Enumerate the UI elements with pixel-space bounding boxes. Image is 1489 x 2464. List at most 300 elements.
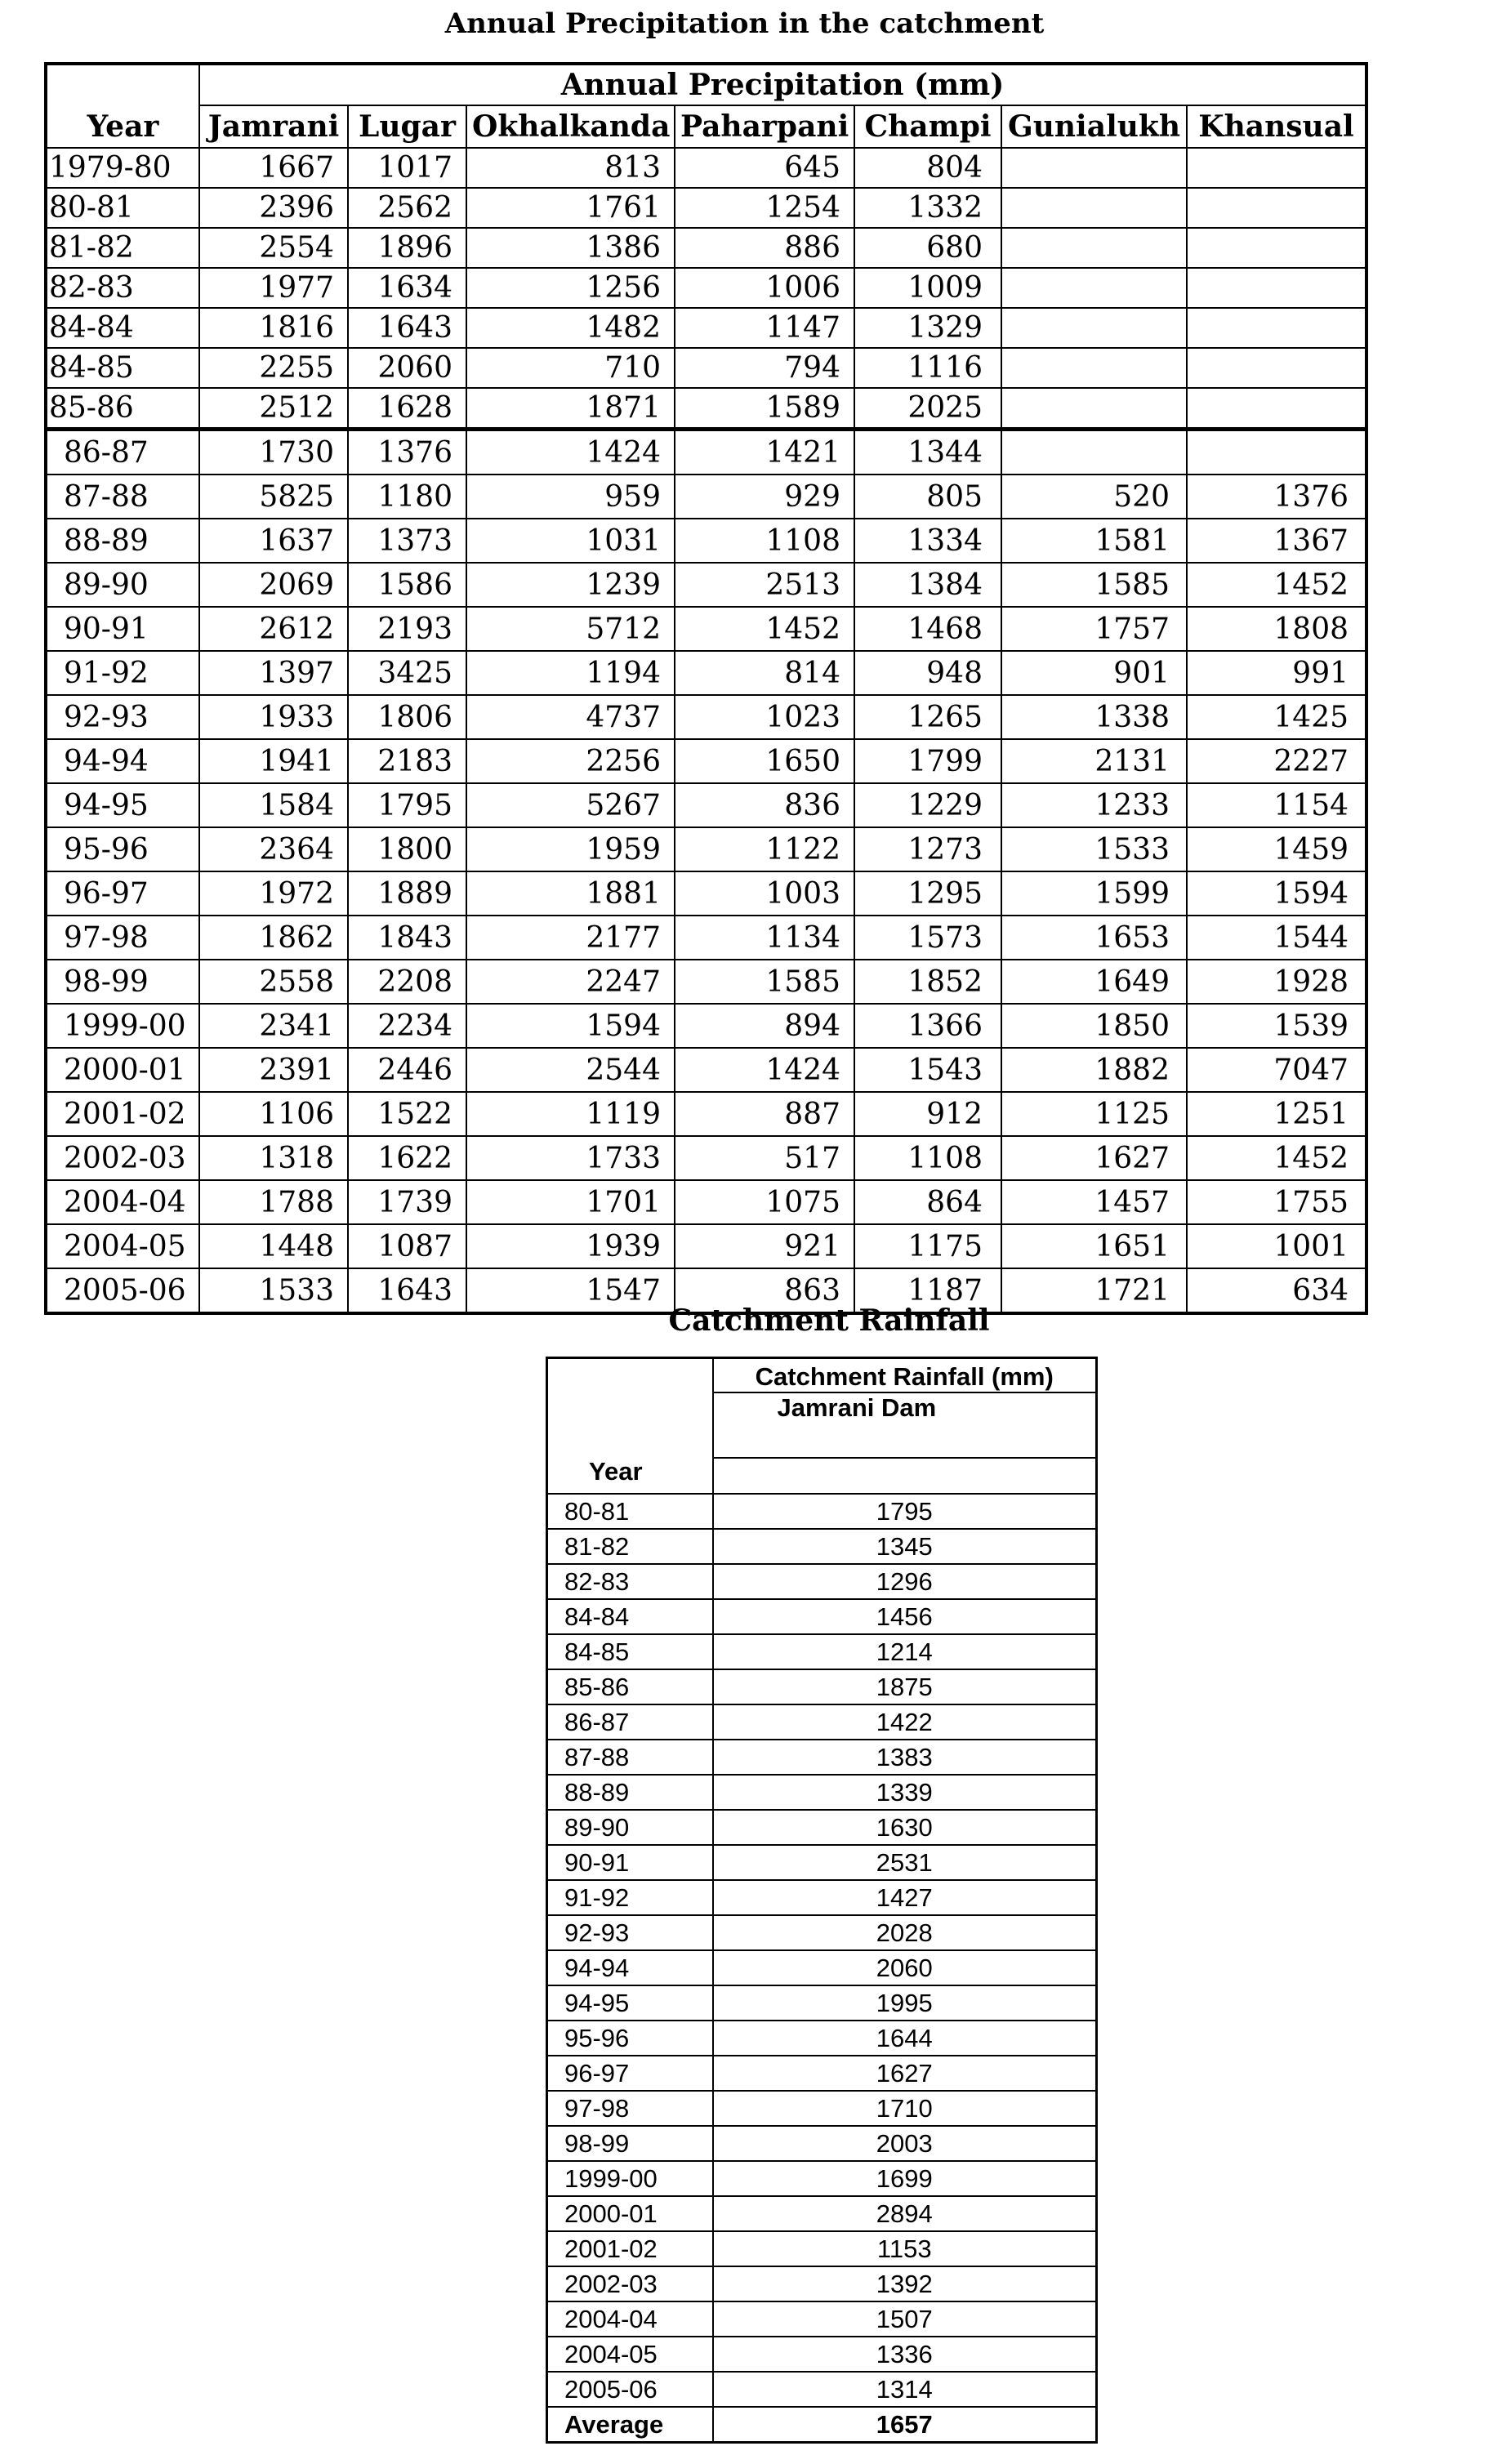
table-row bbox=[547, 1810, 1097, 1845]
value-cell: 1006 bbox=[675, 268, 854, 308]
column-header-champi: Champi bbox=[854, 105, 1001, 148]
year-cell: 88-89 bbox=[547, 1775, 713, 1810]
rainfall-value-cell: 1699 bbox=[713, 2161, 1097, 2196]
value-cell: 1701 bbox=[466, 1180, 675, 1224]
value-cell: 1194 bbox=[466, 651, 675, 695]
value-cell: 1589 bbox=[675, 388, 854, 430]
table-row bbox=[547, 2231, 1097, 2266]
value-cell: 1318 bbox=[199, 1136, 348, 1180]
year-cell: 90-91 bbox=[547, 1845, 713, 1880]
column-header-khansual: Khansual bbox=[1187, 105, 1366, 148]
year-cell: 82-83 bbox=[547, 1564, 713, 1599]
year-cell: 98-99 bbox=[547, 2126, 713, 2161]
value-cell: 1187 bbox=[854, 1268, 1001, 1313]
year-cell: 2004-04 bbox=[547, 2301, 713, 2337]
value-cell: 1023 bbox=[675, 695, 854, 739]
year-cell: 84-85 bbox=[46, 348, 199, 388]
value-cell: 863 bbox=[675, 1268, 854, 1313]
value-cell: 1730 bbox=[199, 430, 348, 475]
year-cell: 1979-80 bbox=[46, 148, 199, 188]
value-cell: 1933 bbox=[199, 695, 348, 739]
value-cell: 1367 bbox=[1187, 519, 1366, 563]
year-cell: 94-94 bbox=[46, 739, 199, 783]
year-cell: 2001-02 bbox=[46, 1092, 199, 1136]
value-cell: 1739 bbox=[348, 1180, 466, 1224]
table-row bbox=[46, 388, 1366, 430]
year-cell: 87-88 bbox=[46, 475, 199, 519]
precipitation-table-title: Annual Precipitation in the catchment bbox=[444, 7, 1045, 40]
value-cell: 1594 bbox=[1187, 871, 1366, 916]
value-cell: 813 bbox=[466, 148, 675, 188]
value-cell: 921 bbox=[675, 1224, 854, 1268]
value-cell: 1896 bbox=[348, 228, 466, 268]
value-cell: 1452 bbox=[1187, 563, 1366, 607]
table-row bbox=[547, 2337, 1097, 2372]
value-cell: 1009 bbox=[854, 268, 1001, 308]
value-cell: 517 bbox=[675, 1136, 854, 1180]
value-cell: 1233 bbox=[1001, 783, 1187, 827]
value-cell: 1376 bbox=[348, 430, 466, 475]
value-cell: 1761 bbox=[466, 188, 675, 228]
rainfall-value-cell: 1507 bbox=[713, 2301, 1097, 2337]
value-cell: 1386 bbox=[466, 228, 675, 268]
value-cell: 1871 bbox=[466, 388, 675, 430]
value-cell: 814 bbox=[675, 651, 854, 695]
value-cell: 2183 bbox=[348, 739, 466, 783]
table-row bbox=[547, 1880, 1097, 1915]
value-cell: 1721 bbox=[1001, 1268, 1187, 1313]
year-cell: 84-84 bbox=[547, 1599, 713, 1634]
value-cell: 1295 bbox=[854, 871, 1001, 916]
value-cell: 1733 bbox=[466, 1136, 675, 1180]
value-cell bbox=[1187, 388, 1366, 430]
value-cell: 1881 bbox=[466, 871, 675, 916]
year-cell: 88-89 bbox=[46, 519, 199, 563]
value-cell: 1108 bbox=[675, 519, 854, 563]
table-row bbox=[46, 430, 1366, 475]
value-cell: 836 bbox=[675, 783, 854, 827]
value-cell: 887 bbox=[675, 1092, 854, 1136]
column-header-jamrani: Jamrani bbox=[199, 105, 348, 148]
year-cell: 2000-01 bbox=[547, 2196, 713, 2231]
value-cell: 1116 bbox=[854, 348, 1001, 388]
column-header-lugar: Lugar bbox=[348, 105, 466, 148]
value-cell: 1175 bbox=[854, 1224, 1001, 1268]
value-cell: 1586 bbox=[348, 563, 466, 607]
value-cell: 991 bbox=[1187, 651, 1366, 695]
year-cell: 2002-03 bbox=[46, 1136, 199, 1180]
rainfall-value-cell: 1214 bbox=[713, 1634, 1097, 1669]
table-row bbox=[547, 2266, 1097, 2301]
table-row bbox=[547, 2056, 1097, 2091]
value-cell: 2364 bbox=[199, 827, 348, 871]
table-row bbox=[46, 268, 1366, 308]
table-row bbox=[46, 827, 1366, 871]
year-cell: 85-86 bbox=[46, 388, 199, 430]
value-cell bbox=[1187, 148, 1366, 188]
value-cell: 1651 bbox=[1001, 1224, 1187, 1268]
year-cell: 2004-05 bbox=[547, 2337, 713, 2372]
value-cell bbox=[1001, 388, 1187, 430]
value-cell: 2544 bbox=[466, 1048, 675, 1092]
table-row bbox=[547, 1634, 1097, 1669]
value-cell bbox=[1187, 188, 1366, 228]
table-row bbox=[46, 783, 1366, 827]
year-cell: 91-92 bbox=[547, 1880, 713, 1915]
value-cell bbox=[1001, 148, 1187, 188]
year-column-header: Year bbox=[547, 1358, 713, 1495]
table-row bbox=[547, 2091, 1097, 2126]
rainfall-value-cell: 2894 bbox=[713, 2196, 1097, 2231]
column-header-okhalkanda: Okhalkanda bbox=[466, 105, 675, 148]
value-cell: 2247 bbox=[466, 960, 675, 1004]
value-cell: 929 bbox=[675, 475, 854, 519]
value-cell: 1344 bbox=[854, 430, 1001, 475]
value-cell: 1134 bbox=[675, 916, 854, 960]
year-cell: 97-98 bbox=[46, 916, 199, 960]
year-cell: 82-83 bbox=[46, 268, 199, 308]
value-cell: 1397 bbox=[199, 651, 348, 695]
rainfall-value-cell: 1875 bbox=[713, 1669, 1097, 1704]
table-row bbox=[46, 1004, 1366, 1048]
value-cell: 1075 bbox=[675, 1180, 854, 1224]
value-cell: 1425 bbox=[1187, 695, 1366, 739]
rainfall-value-cell: 1336 bbox=[713, 2337, 1097, 2372]
value-cell: 1424 bbox=[466, 430, 675, 475]
year-cell: 80-81 bbox=[547, 1494, 713, 1529]
year-cell: 86-87 bbox=[547, 1704, 713, 1740]
table-row bbox=[547, 1950, 1097, 1985]
value-cell: 2256 bbox=[466, 739, 675, 783]
value-cell: 1251 bbox=[1187, 1092, 1366, 1136]
year-cell: 98-99 bbox=[46, 960, 199, 1004]
rainfall-value-cell: 1644 bbox=[713, 2021, 1097, 2056]
value-cell: 520 bbox=[1001, 475, 1187, 519]
table-row bbox=[547, 1985, 1097, 2021]
year-column-header: Year bbox=[46, 64, 199, 148]
value-cell bbox=[1187, 268, 1366, 308]
value-cell: 1122 bbox=[675, 827, 854, 871]
table-row bbox=[547, 2372, 1097, 2407]
column-header-gunialukh: Gunialukh bbox=[1001, 105, 1187, 148]
year-cell: 87-88 bbox=[547, 1740, 713, 1775]
value-cell: 1643 bbox=[348, 1268, 466, 1313]
year-cell: 89-90 bbox=[46, 563, 199, 607]
value-cell: 1468 bbox=[854, 607, 1001, 651]
value-cell bbox=[1001, 188, 1187, 228]
value-cell: 1653 bbox=[1001, 916, 1187, 960]
value-cell: 1755 bbox=[1187, 1180, 1366, 1224]
table-row bbox=[46, 188, 1366, 228]
blank-header-cell bbox=[713, 1458, 1097, 1494]
table-row bbox=[46, 739, 1366, 783]
value-cell: 1017 bbox=[348, 148, 466, 188]
table-row bbox=[547, 1704, 1097, 1740]
value-cell: 1001 bbox=[1187, 1224, 1366, 1268]
value-cell: 2562 bbox=[348, 188, 466, 228]
value-cell: 2558 bbox=[199, 960, 348, 1004]
table-row bbox=[46, 563, 1366, 607]
value-cell: 1273 bbox=[854, 827, 1001, 871]
value-cell: 1087 bbox=[348, 1224, 466, 1268]
table-row bbox=[547, 1740, 1097, 1775]
value-cell bbox=[1187, 308, 1366, 348]
rainfall-value-cell: 2060 bbox=[713, 1950, 1097, 1985]
value-cell: 1482 bbox=[466, 308, 675, 348]
value-cell: 1795 bbox=[348, 783, 466, 827]
table-row bbox=[46, 308, 1366, 348]
year-cell: 2000-01 bbox=[46, 1048, 199, 1092]
value-cell: 1108 bbox=[854, 1136, 1001, 1180]
value-cell: 1757 bbox=[1001, 607, 1187, 651]
year-cell: 94-94 bbox=[547, 1950, 713, 1985]
value-cell: 1180 bbox=[348, 475, 466, 519]
table-row bbox=[547, 2161, 1097, 2196]
value-cell: 1533 bbox=[1001, 827, 1187, 871]
value-cell: 912 bbox=[854, 1092, 1001, 1136]
value-cell: 1522 bbox=[348, 1092, 466, 1136]
average-label: Average bbox=[547, 2407, 713, 2443]
value-cell: 2612 bbox=[199, 607, 348, 651]
value-cell bbox=[1001, 308, 1187, 348]
table-row bbox=[46, 960, 1366, 1004]
value-cell: 1667 bbox=[199, 148, 348, 188]
table-row bbox=[547, 2021, 1097, 2056]
value-cell: 1533 bbox=[199, 1268, 348, 1313]
year-cell: 1999-00 bbox=[547, 2161, 713, 2196]
value-cell: 1959 bbox=[466, 827, 675, 871]
value-cell: 1547 bbox=[466, 1268, 675, 1313]
rainfall-value-cell: 1392 bbox=[713, 2266, 1097, 2301]
table-row bbox=[46, 1048, 1366, 1092]
rainfall-value-cell: 2003 bbox=[713, 2126, 1097, 2161]
value-cell: 2513 bbox=[675, 563, 854, 607]
value-cell: 1003 bbox=[675, 871, 854, 916]
value-cell: 1384 bbox=[854, 563, 1001, 607]
value-cell: 804 bbox=[854, 148, 1001, 188]
rainfall-value-cell: 1627 bbox=[713, 2056, 1097, 2091]
value-cell: 794 bbox=[675, 348, 854, 388]
catchment-rainfall-title: Catchment Rainfall bbox=[668, 1303, 990, 1338]
value-cell: 2177 bbox=[466, 916, 675, 960]
year-cell: 81-82 bbox=[547, 1529, 713, 1564]
value-cell: 3425 bbox=[348, 651, 466, 695]
value-cell: 805 bbox=[854, 475, 1001, 519]
table-row bbox=[46, 916, 1366, 960]
value-cell: 1452 bbox=[1187, 1136, 1366, 1180]
value-cell: 1338 bbox=[1001, 695, 1187, 739]
value-cell: 1649 bbox=[1001, 960, 1187, 1004]
year-cell: 92-93 bbox=[46, 695, 199, 739]
table-row bbox=[46, 1180, 1366, 1224]
value-cell: 959 bbox=[466, 475, 675, 519]
value-cell: 1457 bbox=[1001, 1180, 1187, 1224]
value-cell: 1581 bbox=[1001, 519, 1187, 563]
value-cell: 1147 bbox=[675, 308, 854, 348]
value-cell: 1376 bbox=[1187, 475, 1366, 519]
year-cell: 89-90 bbox=[547, 1810, 713, 1845]
value-cell: 5825 bbox=[199, 475, 348, 519]
value-cell: 710 bbox=[466, 348, 675, 388]
value-cell: 1239 bbox=[466, 563, 675, 607]
rainfall-value-cell: 2531 bbox=[713, 1845, 1097, 1880]
precipitation-group-header: Annual Precipitation (mm) bbox=[199, 64, 1366, 105]
year-cell: 1999-00 bbox=[46, 1004, 199, 1048]
year-cell: 96-97 bbox=[547, 2056, 713, 2091]
value-cell: 1637 bbox=[199, 519, 348, 563]
value-cell bbox=[1187, 228, 1366, 268]
table-row bbox=[547, 1564, 1097, 1599]
year-cell: 84-85 bbox=[547, 1634, 713, 1669]
value-cell: 1584 bbox=[199, 783, 348, 827]
value-cell: 2069 bbox=[199, 563, 348, 607]
value-cell: 1334 bbox=[854, 519, 1001, 563]
year-cell: 86-87 bbox=[46, 430, 199, 475]
catchment-rainfall-group-header: Catchment Rainfall (mm) bbox=[713, 1358, 1097, 1393]
value-cell: 1543 bbox=[854, 1048, 1001, 1092]
value-cell: 1977 bbox=[199, 268, 348, 308]
value-cell: 2341 bbox=[199, 1004, 348, 1048]
value-cell: 1800 bbox=[348, 827, 466, 871]
value-cell: 2234 bbox=[348, 1004, 466, 1048]
value-cell: 1585 bbox=[675, 960, 854, 1004]
value-cell: 1459 bbox=[1187, 827, 1366, 871]
rainfall-value-cell: 1422 bbox=[713, 1704, 1097, 1740]
rainfall-value-cell: 1995 bbox=[713, 1985, 1097, 2021]
table-row bbox=[547, 1529, 1097, 1564]
value-cell: 1941 bbox=[199, 739, 348, 783]
value-cell: 1806 bbox=[348, 695, 466, 739]
value-cell: 5267 bbox=[466, 783, 675, 827]
rainfall-value-cell: 1383 bbox=[713, 1740, 1097, 1775]
table-row bbox=[46, 148, 1366, 188]
rainfall-value-cell: 1314 bbox=[713, 2372, 1097, 2407]
value-cell: 1599 bbox=[1001, 871, 1187, 916]
value-cell: 1119 bbox=[466, 1092, 675, 1136]
value-cell: 2512 bbox=[199, 388, 348, 430]
value-cell: 1850 bbox=[1001, 1004, 1187, 1048]
value-cell bbox=[1001, 348, 1187, 388]
value-cell: 1816 bbox=[199, 308, 348, 348]
rainfall-value-cell: 1630 bbox=[713, 1810, 1097, 1845]
value-cell: 4737 bbox=[466, 695, 675, 739]
year-cell: 94-95 bbox=[547, 1985, 713, 2021]
table-row bbox=[46, 1092, 1366, 1136]
value-cell bbox=[1001, 228, 1187, 268]
value-cell: 1366 bbox=[854, 1004, 1001, 1048]
value-cell: 2060 bbox=[348, 348, 466, 388]
average-value: 1657 bbox=[713, 2407, 1097, 2443]
table-row bbox=[46, 871, 1366, 916]
table-row bbox=[46, 651, 1366, 695]
value-cell: 1229 bbox=[854, 783, 1001, 827]
value-cell: 1452 bbox=[675, 607, 854, 651]
year-cell: 2004-05 bbox=[46, 1224, 199, 1268]
value-cell: 645 bbox=[675, 148, 854, 188]
value-cell: 1889 bbox=[348, 871, 466, 916]
value-cell: 1972 bbox=[199, 871, 348, 916]
value-cell: 634 bbox=[1187, 1268, 1366, 1313]
value-cell: 1628 bbox=[348, 388, 466, 430]
year-cell: 2005-06 bbox=[46, 1268, 199, 1313]
value-cell: 1939 bbox=[466, 1224, 675, 1268]
year-cell: 97-98 bbox=[547, 2091, 713, 2126]
table-row bbox=[46, 607, 1366, 651]
value-cell: 1594 bbox=[466, 1004, 675, 1048]
rainfall-value-cell: 1296 bbox=[713, 1564, 1097, 1599]
value-cell: 1424 bbox=[675, 1048, 854, 1092]
value-cell: 1622 bbox=[348, 1136, 466, 1180]
value-cell: 2193 bbox=[348, 607, 466, 651]
value-cell: 1808 bbox=[1187, 607, 1366, 651]
value-cell: 1539 bbox=[1187, 1004, 1366, 1048]
value-cell: 894 bbox=[675, 1004, 854, 1048]
table-row bbox=[547, 2301, 1097, 2337]
value-cell: 1329 bbox=[854, 308, 1001, 348]
rainfall-value-cell: 1456 bbox=[713, 1599, 1097, 1634]
value-cell: 2396 bbox=[199, 188, 348, 228]
rainfall-value-cell: 1427 bbox=[713, 1880, 1097, 1915]
value-cell: 1643 bbox=[348, 308, 466, 348]
value-cell: 1799 bbox=[854, 739, 1001, 783]
annual-precipitation-table bbox=[44, 62, 1368, 1315]
value-cell: 1544 bbox=[1187, 916, 1366, 960]
year-cell: 2005-06 bbox=[547, 2372, 713, 2407]
year-cell: 85-86 bbox=[547, 1669, 713, 1704]
value-cell: 1106 bbox=[199, 1092, 348, 1136]
value-cell bbox=[1187, 430, 1366, 475]
value-cell: 2446 bbox=[348, 1048, 466, 1092]
value-cell: 1573 bbox=[854, 916, 1001, 960]
value-cell: 680 bbox=[854, 228, 1001, 268]
value-cell: 901 bbox=[1001, 651, 1187, 695]
value-cell: 2554 bbox=[199, 228, 348, 268]
value-cell: 1125 bbox=[1001, 1092, 1187, 1136]
table-row bbox=[547, 1775, 1097, 1810]
rainfall-value-cell: 2028 bbox=[713, 1915, 1097, 1950]
table-row bbox=[547, 2126, 1097, 2161]
value-cell: 2131 bbox=[1001, 739, 1187, 783]
table-row bbox=[547, 1494, 1097, 1529]
value-cell: 1154 bbox=[1187, 783, 1366, 827]
value-cell: 1852 bbox=[854, 960, 1001, 1004]
value-cell: 2208 bbox=[348, 960, 466, 1004]
year-cell: 90-91 bbox=[46, 607, 199, 651]
value-cell: 5712 bbox=[466, 607, 675, 651]
jamrani-dam-header: Jamrani Dam bbox=[713, 1392, 1097, 1458]
table-row bbox=[46, 1224, 1366, 1268]
value-cell: 1627 bbox=[1001, 1136, 1187, 1180]
value-cell bbox=[1001, 430, 1187, 475]
table-row bbox=[46, 695, 1366, 739]
average-row bbox=[547, 2407, 1097, 2443]
table-row bbox=[547, 1915, 1097, 1950]
table-row bbox=[547, 2196, 1097, 2231]
value-cell: 2025 bbox=[854, 388, 1001, 430]
value-cell: 1862 bbox=[199, 916, 348, 960]
rainfall-value-cell: 1339 bbox=[713, 1775, 1097, 1810]
value-cell: 2227 bbox=[1187, 739, 1366, 783]
value-cell: 1265 bbox=[854, 695, 1001, 739]
table-row bbox=[46, 1136, 1366, 1180]
value-cell: 2255 bbox=[199, 348, 348, 388]
catchment-rainfall-table bbox=[546, 1357, 1098, 2444]
value-cell: 886 bbox=[675, 228, 854, 268]
table-row bbox=[46, 475, 1366, 519]
year-cell: 80-81 bbox=[46, 188, 199, 228]
year-cell: 2004-04 bbox=[46, 1180, 199, 1224]
value-cell: 1788 bbox=[199, 1180, 348, 1224]
